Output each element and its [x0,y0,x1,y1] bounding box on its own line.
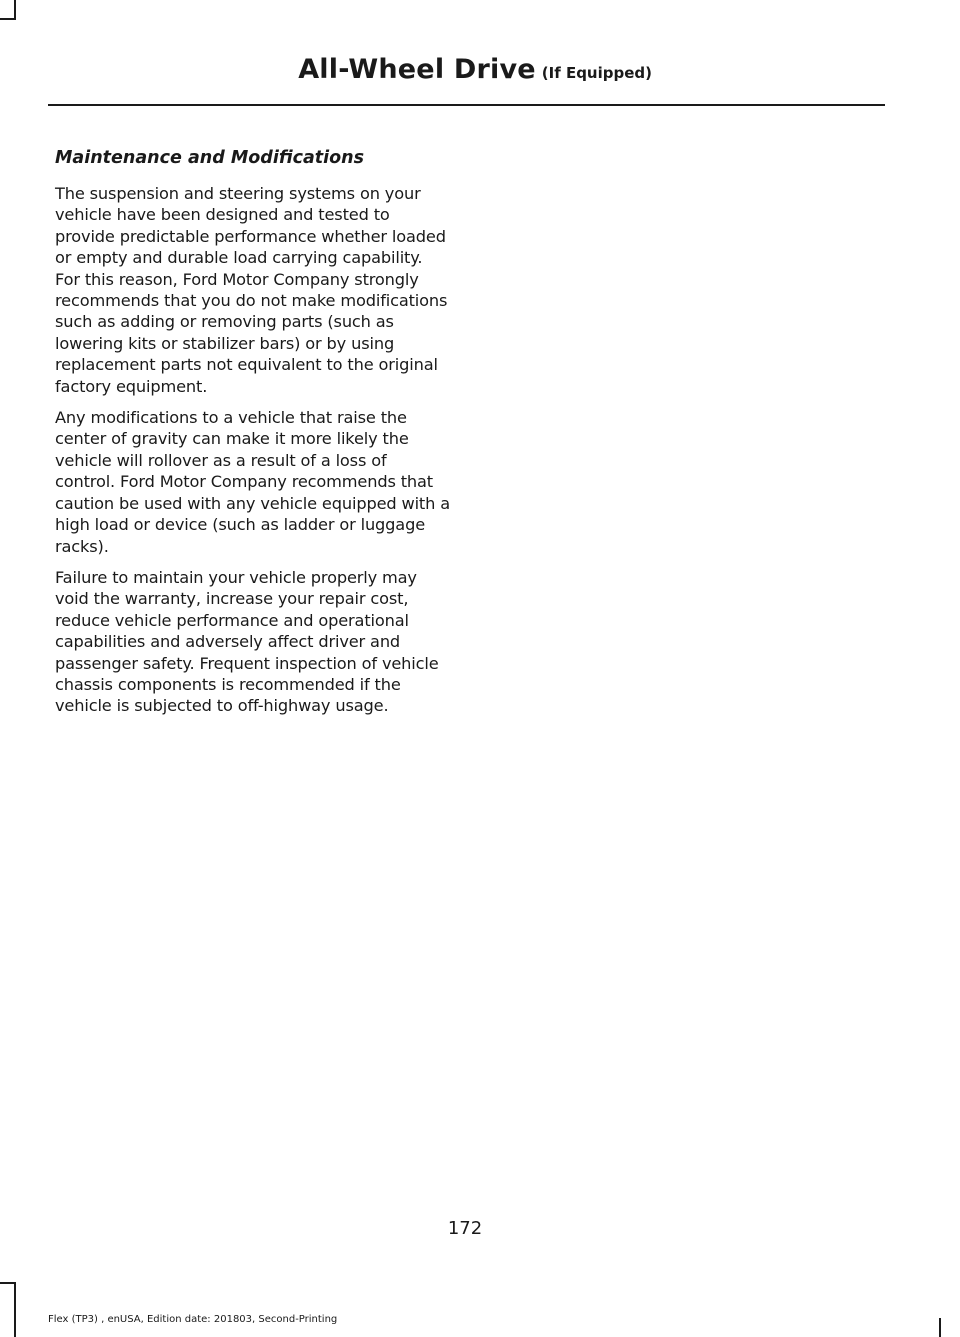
edition-info: Flex (TP3) , enUSA, Edition date: 201803, Second-Printing [48,1314,338,1325]
crop-mark-bottom-left-horizontal [0,1282,16,1284]
section-heading: Maintenance and Modifications [55,148,365,168]
crop-mark-bottom-left-vertical [14,1282,16,1337]
chapter-subtitle: (If Equipped) [541,64,652,82]
header-divider [48,104,885,106]
paragraph-center-of-gravity: Any modifications to a vehicle that raise the center of gravity can make it more likely the vehicle will rollover as a result of a loss of control. Ford Motor Company recommends that caution be used with any vehicle equipped with a high load or device (such as ladder or luggage racks). [55,408,451,556]
crop-mark-bottom-right-vertical [939,1318,941,1337]
main-content [55,146,450,727]
paragraph-suspension: The suspension and steering systems on your vehicle have been designed and tested to provide predictable performance whether loaded or empty and durable load carrying capability. For this reason, Ford Motor Company strongly recommends that you do not make modifications such as adding or removing parts (such as lowering kits or stabilizer bars) or by using replacement parts not equivalent to the original factory equipment. [55,184,448,396]
page-header [298,56,652,83]
chapter-title: All-Wheel Drive [298,54,536,85]
page-number: 172 [447,1218,483,1239]
crop-mark-top-left-horizontal [0,18,16,20]
crop-mark-top-left-vertical [14,0,16,20]
paragraph-maintenance: Failure to maintain your vehicle properly may void the warranty, increase your repair cost, reduce vehicle performance and operational capabilities and adversely affect driver and passenger safety. Frequent inspection of vehicle chassis components is recommended if the vehicle is subjected to off-highway usage. [55,567,439,716]
